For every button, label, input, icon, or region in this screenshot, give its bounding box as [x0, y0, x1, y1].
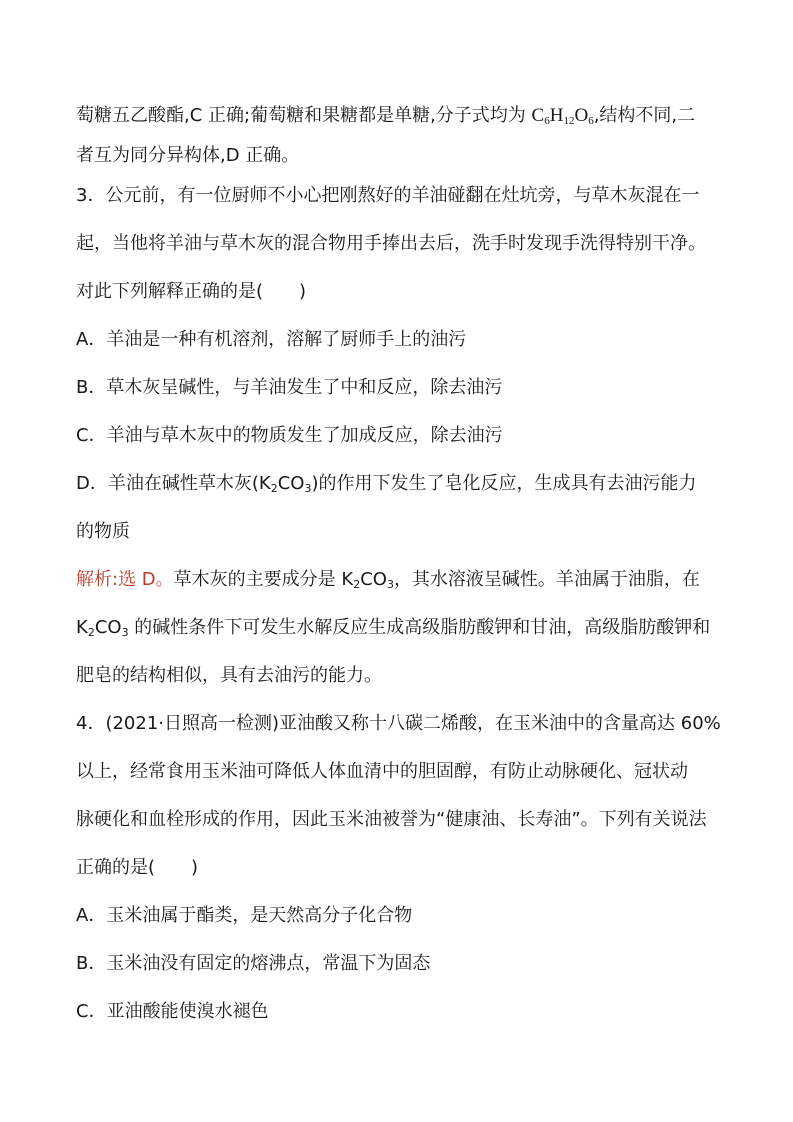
q4-stem-line-4: 正确的是( )	[76, 857, 199, 878]
q3-stem-line-2: 起，当他将羊油与草木灰的混合物用手捧出去后，洗手时发现手洗得特别干净。	[76, 233, 706, 254]
q4-option-c: C．亚油酸能使溴水褪色	[76, 1001, 269, 1022]
q3-analysis-line-3: 肥皂的结构相似，具有去油污的能力。	[76, 665, 382, 686]
q3-analysis-line-1: 解析:选 D。草木灰的主要成分是 $K_2CO_3$，其水溶液呈碱性。羊油属于油脂，在	[76, 569, 700, 591]
prev-solution-text-2: ,结构不同,二	[593, 105, 696, 126]
q3-option-d: D．羊油在碱性草木灰$(K_2CO_3)$的作用下发生了皂化反应，生成具有去油污能力	[76, 473, 697, 495]
q3-option-c: C．羊油与草木灰中的物质发生了加成反应，除去油污	[76, 425, 503, 446]
q3-option-b: B．草木灰呈碱性，与羊油发生了中和反应，除去油污	[76, 377, 503, 398]
q4-option-a: A．玉米油属于酯类，是天然高分子化合物	[76, 905, 413, 926]
q4-stem-line-2: 以上，经常食用玉米油可降低人体血清中的胆固醇，有防止动脉硬化、冠状动	[76, 761, 688, 782]
prev-solution-line-2: 者互为同分异构体,D 正确。	[76, 145, 300, 166]
q3-analysis-line-2: $K_2CO_3$ 的碱性条件下可发生水解反应生成高级脂肪酸钾和甘油，高级脂肪酸钾和	[76, 617, 711, 639]
q4-stem-line-3: 脉硬化和血栓形成的作用，因此玉米油被誉为“健康油、长寿油”。下列有关说法	[76, 809, 707, 830]
q4-option-b: B．玉米油没有固定的熔沸点，常温下为固态	[76, 953, 431, 974]
prev-solution-text: 萄糖五乙酸酯,C 正确;葡萄糖和果糖都是单糖,分子式均为	[76, 105, 532, 126]
prev-solution-line-1	[76, 104, 726, 128]
q4-stem-line-1: 4．(2021·日照高一检测)亚油酸又称十八碳二烯酸，在玉米油中的含量高达 60%	[76, 713, 721, 734]
analysis-label: 解析:选 D。	[76, 569, 174, 590]
q3-option-d-continued: 的物质	[76, 521, 130, 542]
q3-stem-line-3: 对此下列解释正确的是( )	[76, 281, 307, 302]
q3-stem-line-1: 3．公元前，有一位厨师不小心把刚熬好的羊油碰翻在灶坑旁，与草木灰混在一	[76, 185, 700, 206]
glucose-formula: $C_6H_{12}O_6$	[531, 105, 594, 127]
q3-option-a: A．羊油是一种有机溶剂，溶解了厨师手上的油污	[76, 329, 467, 350]
